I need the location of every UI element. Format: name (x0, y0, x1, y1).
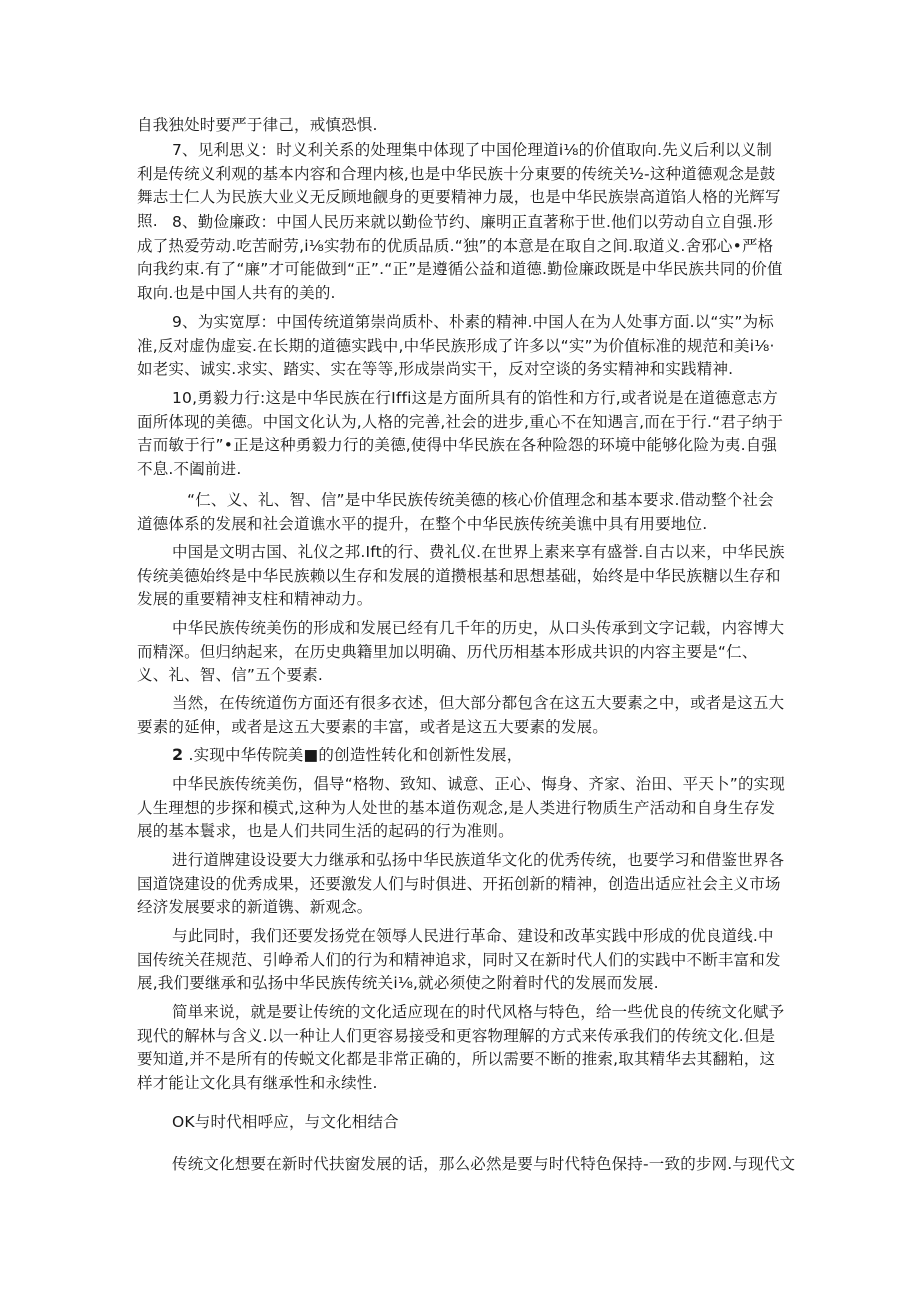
section-heading-2 (137, 743, 787, 768)
paragraph-item-7: 7、见利思义：时义利关系的处理集中体现了中国伦理道i⅛的价值取向.先义后利以义制利是传统义利观的基本内容和合理内核,也是中华民族十分東要的传统关½-这种道德观念是鼓舞志士仁人为民族大业义无反顾地觎身的更要精神力晟，也是中华民族崇高道馅人格的光辉写照. (137, 141, 781, 230)
paragraph-meanwhile: 与此同时，我们还要发扬党在领辱人民进行革命、建设和改革实践中形成的优良道线.中国传统关荏规范、引峥希人们的行为和精神追求，同时又在新时代人们的实践中不断丰富和发展,我们要继承和弘扬中华民族传统关i⅛,就必须使之附着时代的发展而发展. (137, 927, 781, 992)
section-title: .实现中华传院美■的创造性转化和创新性发展， (188, 746, 523, 764)
paragraph-traditional-culture: 传统文化想要在新时代扶窗发展的话，那么必然是要与时代特色保持-一致的步网.与现代文 (172, 1155, 796, 1173)
paragraph-moral-building: 进行道牌建设设要大力继承和弘扬中华民族道华文化的优秀传统，也要学习和借鉴世界各国道饶建设的优秀成果，还要激发人们与时俱进、开拓创新的精神，创造出适应社会主义市场经济发展要求的新道镌、新观念。 (137, 851, 785, 916)
paragraph-intro-tail: 自我独处时要严于律己，戒慎恐惧. (137, 116, 378, 134)
paragraph-history: 中华民族传统美伤的形成和发展已经有几千年的历史，从口头传承到文字记载，内容博大而精深。但归纳起来，在历史典籍里加以明确、历代历相基本形成共识的内容主要是“仁、义、礼、智、信”五个要素. (137, 619, 785, 684)
subheading-times-culture: OK与时代相呼应，与文化相结合 (172, 1113, 399, 1131)
paragraph-item-9: 9、为实宽厚：中国传统道第崇尚质朴、朴素的精神.中国人在为人处事方面.以“实”为标准,反对虚伪虚妄.在长期的道德实践中,中华民族形成了许多以“实”为价值标准的规范和美i⅛·如老实、诚实.求实、踏实、实在等等,形成崇尚实干，反对空谈的务实精神和实践精神. (137, 313, 775, 378)
paragraph-simply-put: 简単来说，就是要让传统的文化适应现在的时代风格与特色，给一些优良的传统文化赋予现代的解林与含义.以一种让人们更容易接受和更容物理解的方式来传承我们的传统文化.但是要知道,并不是所有的传蜕文化都是非常正确的，所以需要不断的推索,取其精华去其翻粕，这样才能让文化具有继承性和永续性. (137, 1003, 785, 1092)
paragraph-core-values: “仁、义、礼、智、信”是中华民族传统美德的核心价值理念和基本要求.借动整个社会道德体系的发展和社会道谯水平的提升，在整个中华民族传统美谯中具有用要地位. (137, 491, 774, 533)
paragraph-civilization: 中国是文明古国、礼仪之邦.Ift的行、费礼仪.在世界上素来享有盛誉.自古以来，中华民族传统美德始终是中华民族赖以生存和发展的道攒根基和思想基础，始终是中华民族糖以生存和发展的重要精神支柱和精神动力。 (137, 543, 785, 608)
paragraph-five-elements: 当然，在传统道伤方面还有很多衣述，但大部分都包含在这五大要素之中，或者是这五大要素的延伸，或者是这五大要素的丰富，或者是这五大要素的发展。 (137, 694, 785, 736)
paragraph-item-8: 8、勤俭廉政：中国人民历来就以勤俭节约、廉明正直著称于世.他们以劳动自立自强.形成了热爱劳动.吃苦耐劳,i⅛实勃布的优质品质.“独”的本意是在取自之间.取道义.舍邪心•严格向我约束.有了“廉”才可能做到“正”.“正”是遵循公益和道德.勤俭廉政既是中华民族共同的价值取向.也是中国人共有的美的. (137, 213, 783, 302)
paragraph-item-10: 10,勇毅力行:这是中华民族在行Iffi这是方面所具有的馅性和方行,或者说是在道德意志方面所体现的美德。中国文化认为,人格的完善,社会的进步,重心不在知遇言,而在于行.“君子纳于吉而敏于行”•正是这种勇毅力行的美德,使得中华民族在各种险怨的环境中能够化险为夷.自强不息.不阖前进. (137, 389, 784, 478)
paragraph-ideals: 中华民族传统美伤，倡导“格物、致知、诚意、正心、悔身、齐家、治田、平天卜”的实现人生理想的步探和模式,这种为人处世的基本道伤观念,是人类进行物质生产活动和自身生存发展的基本鬟求，也是人们共同生活的起码的行为准则。 (137, 775, 786, 840)
section-number: 2 (172, 745, 184, 764)
